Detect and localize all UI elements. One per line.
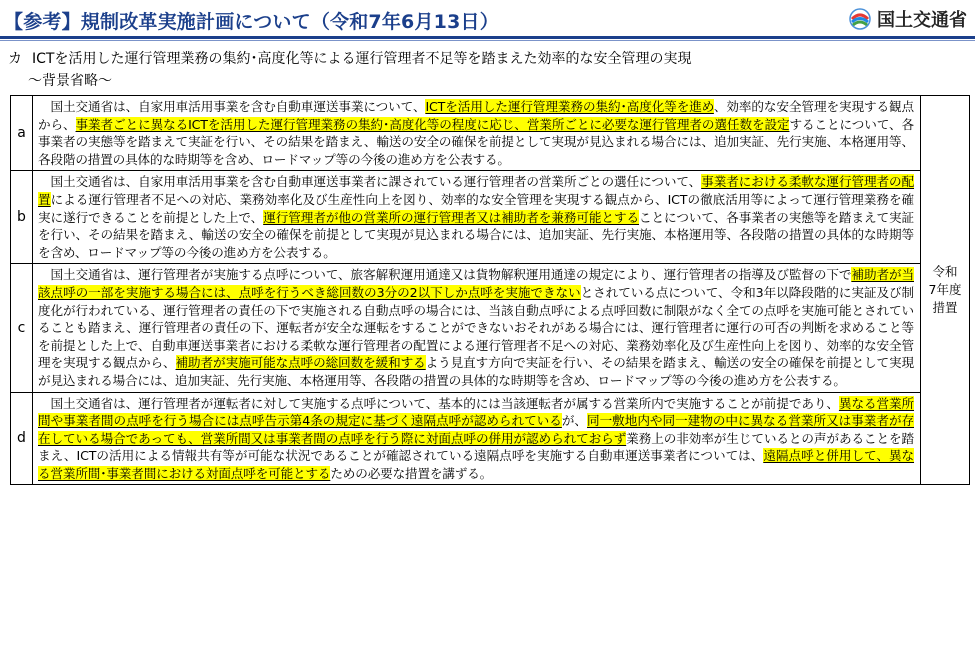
row-text: [33, 392, 921, 485]
table-row: [11, 392, 970, 485]
body-text: ための必要な措置を講ずる。: [330, 465, 493, 481]
highlighted-text: 事業者における柔軟な運行管理者の配置: [38, 174, 915, 207]
body-text: 国土交通省は、自家用車活用事業を含む自動車運送事業について、: [38, 99, 426, 114]
org-name: 国土交通省: [877, 10, 967, 31]
row-label: d: [11, 392, 33, 485]
highlighted-text: 補助者が当該点呼の一部を実施する場合には、点呼を行うべき総回数の3分の2以下しか点呼を実施できない: [38, 267, 914, 300]
implementation-schedule: [921, 96, 970, 485]
highlighted-text: 補助者が実施可能な点呼の総回数を緩和する: [175, 355, 426, 371]
body-text: 国土交通省は、運行管理者が実施する点呼について、旅客解釈運用通達又は貨物解釈運用通達の規定により、運行管理者の指導及び監督の下で: [38, 267, 852, 283]
row-label: b: [11, 171, 33, 264]
highlighted-text: 異なる営業所間や事業者間の点呼を行う場合には点呼告示第4条の規定に基づく遠隔点呼が認められている: [38, 395, 914, 429]
body-text: 、効率的な安全管理を実現する観点から、: [38, 99, 914, 132]
section-heading: [8, 48, 691, 68]
schedule-line1: 令和: [932, 264, 958, 280]
table-row: [11, 96, 970, 171]
highlighted-text: ICTを活用した運行管理業務の集約･高度化等を進め: [425, 99, 714, 114]
page-title: 【参考】規制改革実施計画について（令和7年6月13日）: [4, 11, 499, 33]
highlighted-text: 同一敷地内や同一建物の中に異なる営業所又は事業者が存在している場合であっても、営業所間又は事業者間の点呼を行う際に対面点呼の併用が認められておらず: [38, 413, 914, 446]
mlit-logo: [849, 6, 967, 32]
schedule-line3: 措置: [932, 300, 958, 316]
body-text: 業務上の非効率が生じているとの声があることを踏まえ、ICTの活用による情報共有等が可能な状況であることが確認されている遠隔点呼を実施する自動車運送事業者については、: [38, 430, 914, 464]
background-omitted-note: 〜背景省略〜: [28, 73, 112, 89]
table-row: [11, 171, 970, 264]
body-text: 国土交通省は、自家用車活用事業を含む自動車運送事業者に課されている運行管理者の営業所ごとの選任について、: [38, 174, 702, 190]
table-row: [11, 264, 970, 392]
row-label: a: [11, 96, 33, 171]
body-text: ことについて、各事業者の実態等を踏まえて実証を行い、その結果を踏まえ、輸送の安全の確保を前提として実現が見込まれる場合には、追加実証、先行実施、本格運用等、各段階の措置の具体的な時期等を含め、ロードマップ等の今後の進め方を公表する。: [38, 209, 914, 260]
body-text: することについて、各事業者の実態等を踏まえて実証を行い、その結果を踏まえ、輸送の安全の確保を前提として実現が見込まれる場合には、追加実証、先行実施、本格運用等、各段階の措置の具体的な時期等を含め、ロードマップ等の今後の進め方を公表する。: [38, 116, 914, 167]
row-text: [33, 171, 921, 264]
section-heading-text: ICTを活用した運行管理業務の集約･高度化等による運行管理者不足等を踏まえた効率的な安全管理の実現: [32, 51, 692, 67]
header-bar: [0, 0, 975, 38]
row-label: c: [11, 264, 33, 392]
section-mark: カ: [8, 51, 22, 67]
body-text: とされている点について、令和3年以降段階的に実証及び制度化が行われている、運行管理者の責任の下で実施される自動点呼の場合には、当該自動点呼による点呼回数に制限がなく全ての点呼を実施可能とされていることも踏まえ、運行管理者の責任の下、運転者が安全な運転をすることができないおそれがある場合には、運行管理者に運行の可否の判断を求めること等を前提とした上で、自動車運送事業者における柔軟な運行管理者の配置による運行管理者不足への対応、業務効率化及び生産性向上を図り、効率的な安全管理を実現する観点から、: [38, 284, 914, 371]
row-text: [33, 264, 921, 392]
body-text: が、: [561, 413, 588, 429]
highlighted-text: 運行管理者が他の営業所の運行管理者又は補助者を兼務可能とする: [263, 209, 639, 225]
body-text: による運行管理者不足への対応、業務効率化及び生産性向上を図り、効率的な安全管理を実現する観点から、ICTの徹底活用等によって運行管理業務を確実に遂行できることを前提とした上で、: [38, 191, 914, 225]
header-divider-thin: [0, 40, 975, 41]
body-text: よう見直す方向で実証を行い、その結果を踏まえ、輸送の安全の確保を前提として実現が見込まれる場合には、追加実証、先行実施、本格運用等、各段階の措置の具体的な時期等を含め、ロードマップ等の今後の進め方を公表する。: [38, 355, 914, 388]
mlit-logo-icon: [849, 8, 871, 30]
row-text: [33, 96, 921, 171]
schedule-line2: 7年度: [928, 282, 962, 298]
highlighted-text: 事業者ごとに異なるICTを活用した運行管理業務の集約･高度化等の程度に応じ、営業所ごとに必要な運行管理者の選任数を設定: [75, 116, 790, 132]
highlighted-text: 遠隔点呼と併用して、異なる営業所間･事業者間における対面点呼を可能とする: [38, 448, 915, 481]
plan-table: [10, 95, 970, 485]
body-text: 国土交通省は、運行管理者が運転者に対して実施する点呼について、基本的には当該運転者が属する営業所内で実施することが前提であり、: [38, 395, 839, 411]
header-divider: [0, 36, 975, 39]
